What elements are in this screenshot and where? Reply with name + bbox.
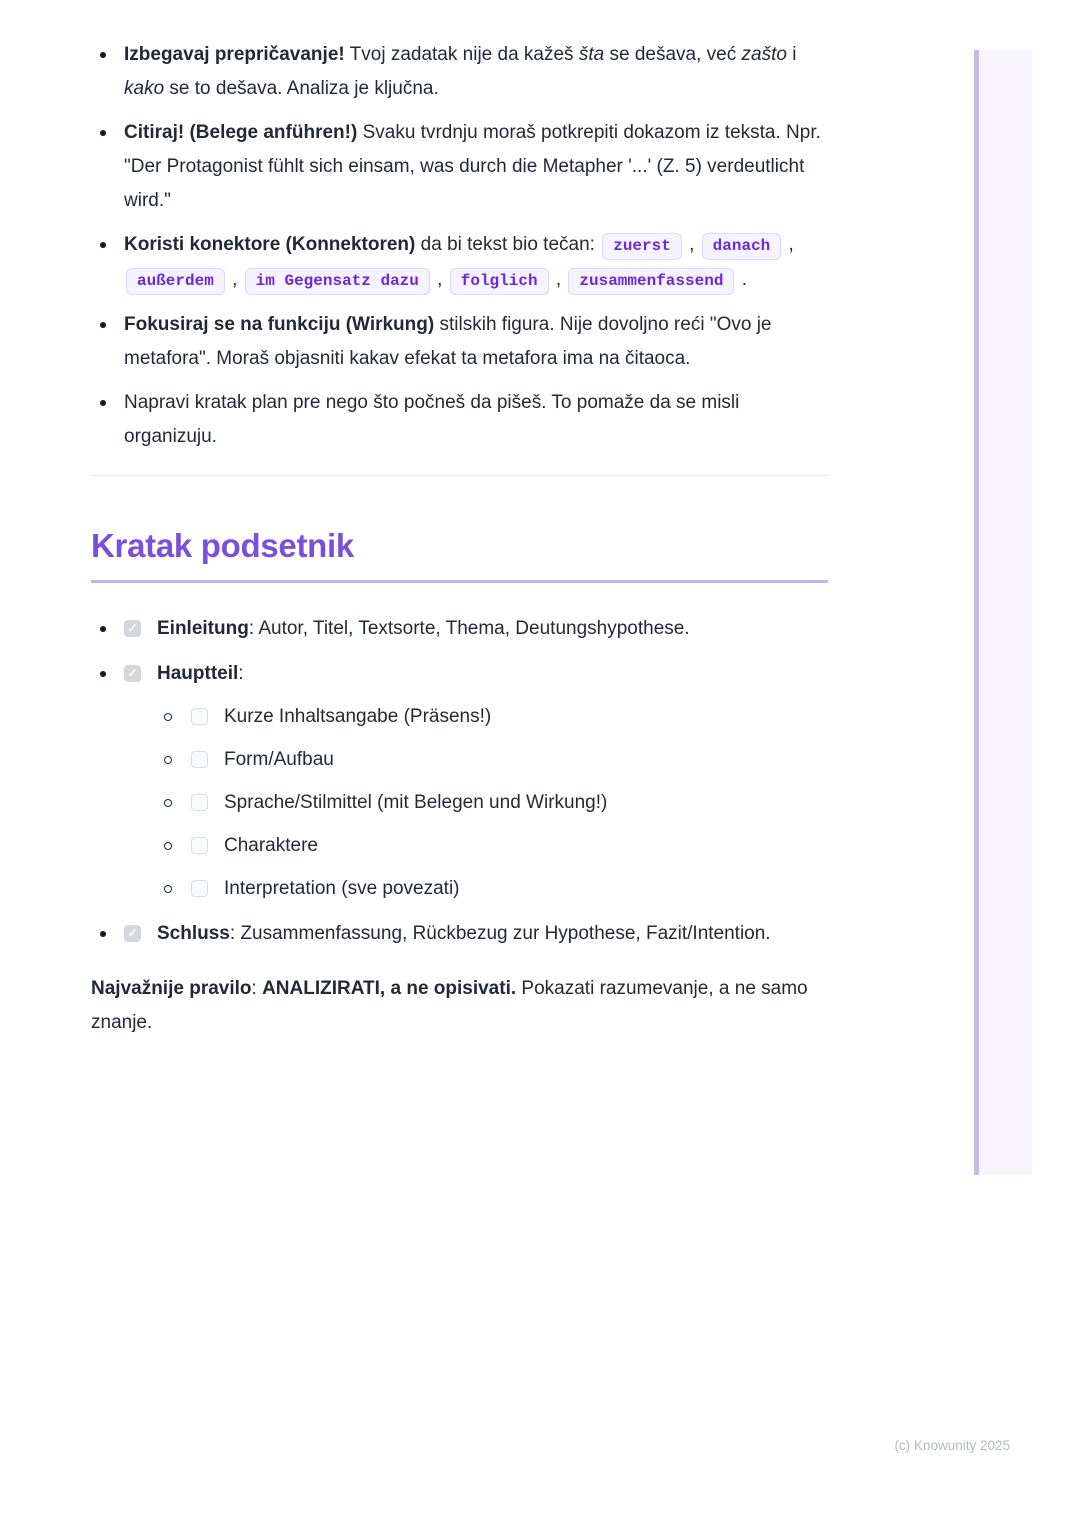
sub-check-item (158, 700, 828, 734)
sub-check-item (158, 786, 828, 820)
text-segment: šta (578, 44, 605, 65)
check-item-text: : (238, 663, 244, 684)
text-segment: Izbegavaj prepričavanje! (124, 44, 345, 65)
text-segment: i (786, 44, 797, 65)
checkbox-inhaltsangabe[interactable] (191, 708, 208, 725)
text-segment: Koristi konektore (Konnektoren) (124, 234, 416, 255)
checkbox-form-aufbau[interactable] (191, 751, 208, 768)
hauptteil-sub-checklist (158, 700, 828, 906)
tip-text (124, 314, 772, 369)
reminder-checklist (91, 612, 828, 951)
sub-check-label: Interpretation (sve povezati) (224, 878, 460, 899)
sub-check-label: Charaktere (224, 835, 318, 856)
text-segment: ANALIZIRATI, a ne opisivati. (262, 978, 517, 999)
text-segment: , (683, 234, 700, 255)
text-segment: Svaku tvrdnju moraš potkrepiti dokazom iz teksta. Npr. "Der Protagonist fühlt sich einsam, was durch die Metapher '...' (Z. 5) verdeutlicht wird." (124, 122, 821, 211)
sub-check-label: Kurze Inhaltsangabe (Präsens!) (224, 706, 492, 727)
side-scrollbar[interactable] (974, 50, 1032, 1175)
text-segment: , (550, 269, 567, 290)
text-segment: . (736, 269, 747, 290)
tip-text (124, 122, 821, 211)
text-segment: , (431, 269, 448, 290)
document-content (91, 38, 828, 1059)
tip-item (91, 386, 828, 454)
checkbox-schluss[interactable] (124, 925, 141, 942)
final-note (91, 972, 828, 1040)
sub-check-label: Sprache/Stilmittel (mit Belegen und Wirkung!) (224, 792, 608, 813)
tip-text (124, 44, 796, 99)
text-segment: , (783, 234, 794, 255)
final-note-text (91, 978, 808, 1033)
check-item-einleitung (91, 612, 828, 646)
check-item-schluss (91, 917, 828, 951)
konnektor-badge: folglich (450, 268, 549, 295)
text-segment: zašto (741, 44, 787, 65)
konnektor-badge: außerdem (126, 268, 225, 295)
text-segment: : (251, 978, 263, 999)
tip-item (91, 38, 828, 106)
check-item-title: Schluss (157, 923, 230, 944)
konnektor-badge: zuerst (602, 233, 682, 260)
text-segment: Pokazati razumevanje, a ne samo znanje. (91, 978, 808, 1033)
section-divider (91, 475, 828, 476)
text-segment: kako (124, 78, 165, 99)
check-item-text: : Zusammenfassung, Rückbezug zur Hypothese, Fazit/Intention. (229, 923, 771, 944)
text-segment: Citiraj! (Belege anführen!) (124, 122, 358, 143)
text-segment: , (226, 269, 243, 290)
sub-check-item (158, 743, 828, 777)
checkbox-charaktere[interactable] (191, 837, 208, 854)
text-segment: stilskih figura. Nije dovoljno reći "Ovo je metafora". Moraš objasniti kakav efekat ta metafora ima na čitaoca. (124, 314, 772, 369)
check-item-text: : Autor, Titel, Textsorte, Thema, Deutungshypothese. (248, 618, 690, 639)
text-segment: da bi tekst bio tečan: (415, 234, 601, 255)
checkbox-sprache-stilmittel[interactable] (191, 794, 208, 811)
checkbox-hauptteil[interactable] (124, 665, 141, 682)
text-segment: se to dešava. Analiza je ključna. (164, 78, 439, 99)
sub-check-label: Form/Aufbau (224, 749, 334, 770)
tip-text (124, 234, 794, 290)
tip-item (91, 228, 828, 298)
text-segment: Tvoj zadatak nije da kažeš (344, 44, 579, 65)
tips-list (91, 38, 828, 454)
tip-item (91, 116, 828, 218)
konnektor-badge: zusammenfassend (568, 268, 734, 295)
text-segment: Napravi kratak plan pre nego što počneš da pišeš. To pomaže da se misli organizuju. (124, 392, 740, 447)
checkbox-interpretation[interactable] (191, 880, 208, 897)
sub-check-item (158, 829, 828, 863)
konnektor-badge: danach (702, 233, 782, 260)
check-item-hauptteil (91, 657, 828, 906)
page-section-heading: Kratak podsetnik (91, 528, 828, 583)
check-item-title: Hauptteil (157, 663, 239, 684)
text-segment: Fokusiraj se na funkciju (Wirkung) (124, 314, 435, 335)
text-segment: se dešava, već (604, 44, 742, 65)
sub-check-item (158, 872, 828, 906)
copyright-footer: (c) Knowunity 2025 (894, 1438, 1010, 1453)
check-item-title: Einleitung (157, 618, 249, 639)
tip-item (91, 308, 828, 376)
text-segment: Najvažnije pravilo (91, 978, 252, 999)
tip-text (124, 392, 739, 447)
konnektor-badge: im Gegensatz dazu (245, 268, 430, 295)
checkbox-einleitung[interactable] (124, 620, 141, 637)
